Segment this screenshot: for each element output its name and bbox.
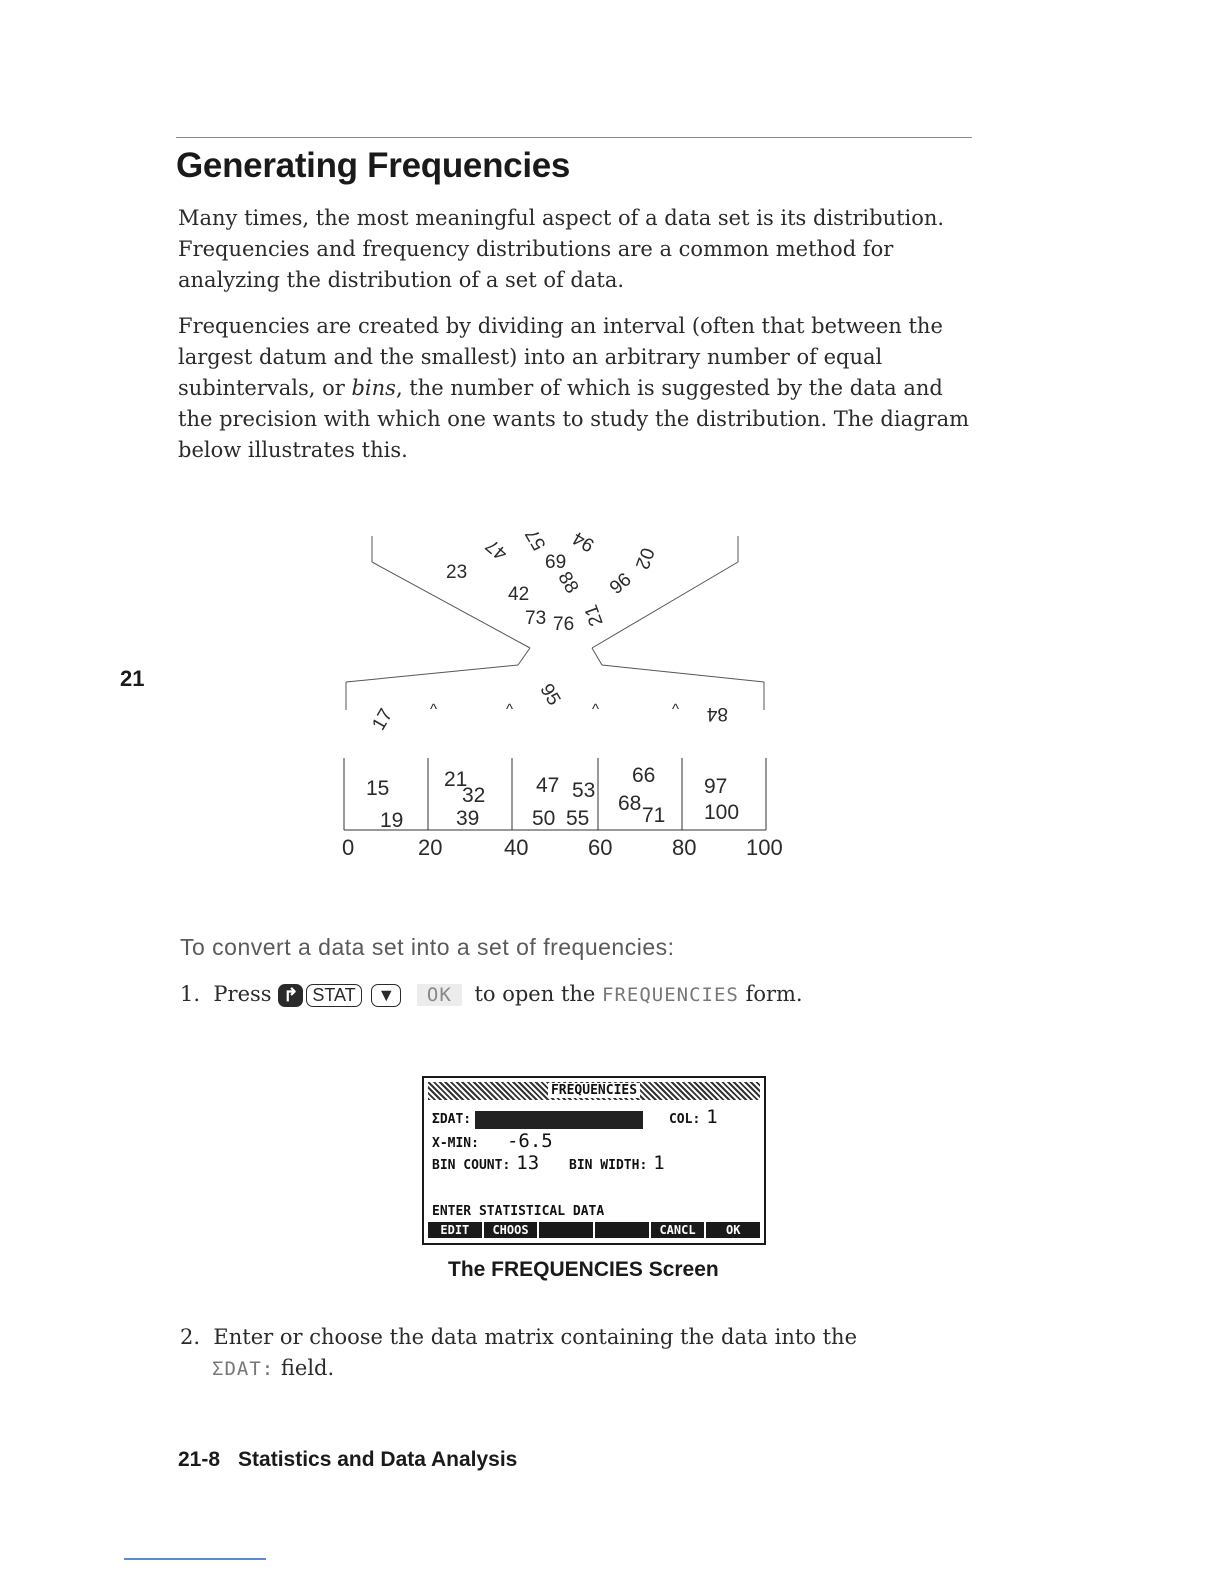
bin-value: 15 bbox=[366, 777, 390, 800]
funnel-value: 23 bbox=[446, 562, 468, 583]
bin-value: 50 bbox=[532, 807, 556, 830]
bin-row: BIN COUNT: 13 BIN WIDTH: 1 bbox=[432, 1152, 665, 1174]
falling-value: 95 bbox=[535, 680, 565, 710]
axis-labels bbox=[342, 835, 783, 860]
footer-title: Statistics and Data Analysis bbox=[238, 1448, 518, 1471]
step-1: 1. Press ↱ STAT ▼ OK to open the FREQUENCIES form. bbox=[180, 982, 803, 1006]
funnel-value: 94 bbox=[569, 526, 599, 556]
funnel-value: 76 bbox=[553, 614, 575, 635]
funnel-value: 69 bbox=[545, 552, 567, 573]
caret: ^ bbox=[506, 701, 514, 718]
bins-term: bins bbox=[351, 376, 396, 400]
axis-tick-label: 0 bbox=[342, 835, 355, 860]
caret: ^ bbox=[592, 701, 600, 718]
screen-menu bbox=[428, 1222, 760, 1238]
bin-value: 47 bbox=[536, 774, 560, 797]
bin-value: 21 bbox=[444, 768, 468, 791]
down-arrow-key: ▼ bbox=[371, 984, 401, 1007]
bottom-rule bbox=[124, 1558, 266, 1560]
bin-value: 32 bbox=[462, 784, 486, 807]
funnel-value: 02 bbox=[630, 544, 658, 572]
bins-diagram bbox=[330, 520, 790, 870]
falling-value: 84 bbox=[706, 703, 728, 724]
stat-key: STAT bbox=[306, 984, 361, 1007]
frequencies-screen bbox=[422, 1076, 766, 1245]
menu-edit: EDIT bbox=[428, 1222, 482, 1238]
screen-caption: The FREQUENCIES Screen bbox=[448, 1258, 719, 1281]
funnel-value: 47 bbox=[482, 534, 512, 565]
page-footer bbox=[178, 1448, 517, 1472]
sdat-field-name: ΣDAT: bbox=[212, 1358, 275, 1380]
paragraph-2: Frequencies are created by dividing an interval (often that between the largest datum and the smallest) into an arbitrary number of equal subintervals, or bins, the number of which is suggested by the data and the precision with which one wants to study the distribution. The diagram below illustrates this. bbox=[178, 314, 970, 462]
falling-value: 17 bbox=[368, 705, 398, 735]
menu-blank bbox=[539, 1222, 593, 1238]
bin-value: 97 bbox=[704, 775, 728, 798]
bin-values bbox=[366, 764, 739, 832]
xmin-row: X-MIN: -6.5 bbox=[432, 1130, 553, 1152]
axis-tick-label: 20 bbox=[418, 835, 443, 860]
sdat-field bbox=[475, 1111, 643, 1129]
axis-tick-label: 80 bbox=[672, 835, 697, 860]
axis-tick-label: 40 bbox=[504, 835, 529, 860]
screen-title-bar: FREQUENCIES bbox=[428, 1082, 760, 1100]
section-heading: Generating Frequencies bbox=[176, 146, 571, 185]
menu-cancl: CANCL bbox=[651, 1222, 705, 1238]
menu-choos: CHOOS bbox=[484, 1222, 538, 1238]
bin-value: 71 bbox=[642, 804, 666, 827]
funnel-value: 57 bbox=[521, 524, 551, 554]
bin-value: 55 bbox=[566, 807, 590, 830]
menu-ok: OK bbox=[706, 1222, 760, 1238]
funnel-value: 96 bbox=[605, 569, 636, 599]
bin-value: 68 bbox=[618, 792, 642, 815]
caret: ^ bbox=[672, 701, 680, 718]
menu-blank bbox=[595, 1222, 649, 1238]
bin-value: 53 bbox=[572, 779, 596, 802]
screen-prompt: ENTER STATISTICAL DATA bbox=[432, 1204, 605, 1219]
step-2-continued: ΣDAT: field. bbox=[212, 1356, 335, 1380]
bin-value: 66 bbox=[632, 764, 656, 787]
procedure-heading: To convert a data set into a set of frequencies: bbox=[180, 934, 675, 960]
axis-tick-label: 60 bbox=[588, 835, 613, 860]
top-rule bbox=[176, 137, 972, 138]
sdat-row: ΣDAT: COL: 1 bbox=[432, 1106, 718, 1128]
funnel-values bbox=[446, 525, 658, 635]
axis-tick-label: 100 bbox=[746, 835, 783, 860]
right-shift-key: ↱ bbox=[278, 984, 303, 1007]
funnel-value: 88 bbox=[553, 568, 583, 598]
page-number: 21-8 bbox=[178, 1448, 221, 1471]
chapter-number: 21 bbox=[120, 666, 145, 691]
funnel-value: 42 bbox=[508, 584, 530, 605]
bin-value: 19 bbox=[380, 809, 404, 832]
ok-softkey: OK bbox=[417, 984, 462, 1006]
step-2: 2. Enter or choose the data matrix containing the data into the bbox=[180, 1325, 858, 1349]
bin-value: 100 bbox=[704, 801, 740, 824]
funnel-value: 73 bbox=[525, 608, 547, 629]
form-name: FREQUENCIES bbox=[602, 984, 739, 1006]
funnel-value: 21 bbox=[580, 601, 608, 629]
caret: ^ bbox=[430, 701, 438, 718]
paragraph-1: Many times, the most meaningful aspect of a data set is its distribution. Frequencies and frequency distributions are a common method for analyzing the distribution of a set of data. bbox=[178, 206, 945, 292]
bin-value: 39 bbox=[456, 807, 480, 830]
